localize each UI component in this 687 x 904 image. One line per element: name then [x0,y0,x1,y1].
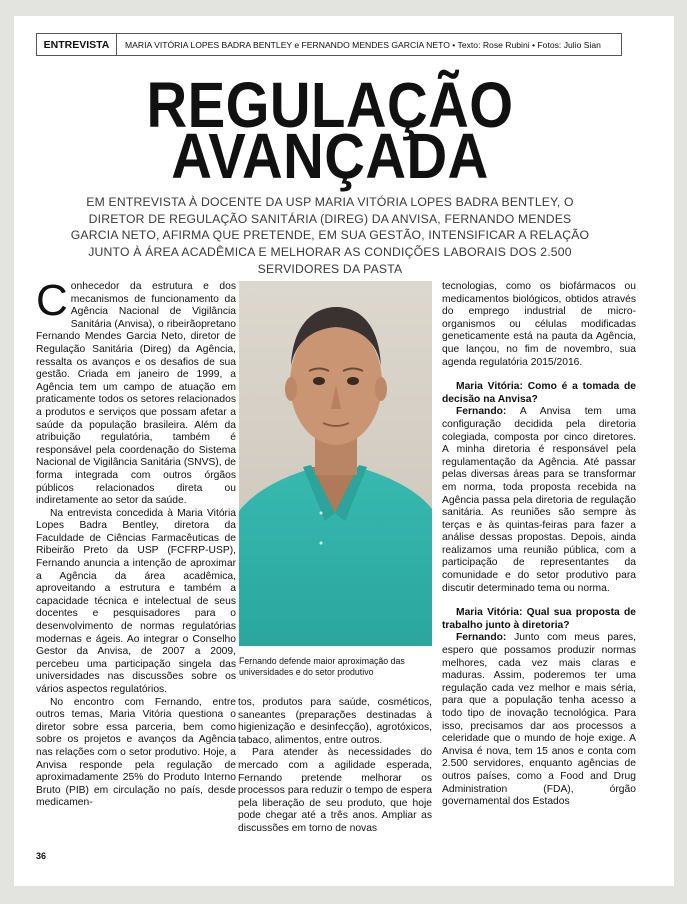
paragraph-2: Na entrevista concedida à Maria Vitória Lopes Badra Bentley, diretora da Faculdade de Ciências Farmacêuticas de Ribeirão Preto da USP (FCFRP-USP), Fernando anuncia a intenção de aproximar a Agência da área acadêmica, aproveitando a estrutura e também a capacidade técnica e intelectual de seus docentes e pesquisadores para o desenvolvimento de normas regulatórias modernas e ágeis. Ao integrar o Conselho Gestor da Anvisa, de 2007 a 2009, percebeu uma participação singela das universidades nas discussões sobre os vários aspectos regulatórios. [36,507,236,695]
column-3 [442,281,636,809]
headline-line-1: REGULAÇÃO [146,69,514,141]
answer-2-text: Junto com meus pares, espero que possamos produzir normas melhores, cada vez mais claras e maduras. Assim, poderemos ter uma regulação cada vez melhor e mais séria, para que a população tenha acesso a todo tipo de inovação tecnológica. Para isso, precisamos dar aos processos a celeridade que o mundo de hoje exige. A Anvisa é nova, tem 15 anos e conta com 2.500 servidores, enquanto agências de outros países, como a Food and Drug Administration (FDA), órgão governamental dos Estados [442,632,636,808]
column-1 [36,276,236,810]
intro-deck: EM ENTREVISTA À DOCENTE DA USP MARIA VITÓRIA LOPES BADRA BENTLEY, O DIRETOR DE REGULAÇÃO SANITÁRIA (DIREG) DA ANVISA, FERNANDO MENDES GARCIA NETO, AFIRMA QUE PRETENDE, EM SUA GESTÃO, INTENSIFICAR A RELAÇÃO JUNTO À ÁREA ACADÊMICA E MELHORAR AS CONDIÇÕES LABORAIS DOS 2.500 SERVIDORES DA PASTA [70,195,590,276]
headline-line-2: AVANÇADA [171,120,489,192]
answer-2 [442,632,636,808]
answer-1-text: A Anvisa tem uma configuração decidida pela diretoria colegiada, composta por cinco diretores. A minha diretoria é responsável pela regulamentação da Agência. Até passar pelas diversas áreas para se transformar em norma, toda proposta recebida na Agência passa pela diretoria de regulação sanitária. As reuniões são sempre às terças e às quintas-feiras para fazer a análise dessas propostas. Depois, ainda realizamos uma reunião pública, com a participação de representantes da comunidade e do setor produtivo para discutir determinado tema ou norma. [442,406,636,594]
page-gutter [0,0,14,904]
column-2 [238,697,432,836]
page-number: 36 [36,851,47,861]
answer-1-speaker: Fernando: [456,406,507,418]
answer-2-speaker: Fernando: [456,632,507,644]
drop-cap: C [36,276,68,325]
paragraph-6: tecnologias, como os biofármacos ou medicamentos biológicos, obtidos através do emprego industrial de micro-organismos ou células modificadas geneticamente está na pauta da Agência, que lançou, no fim de novembro, sua agenda regulatória 2015/2016. [442,281,636,368]
photo-caption: Fernando defende maior aproximação das universidades e do setor produtivo [239,656,405,677]
byline: MARIA VITÓRIA LOPES BADRA BENTLEY e FERNANDO MENDES GARCIA NETO • Texto: Rose Rubini • Fotos: Julio Sian [125,39,601,50]
paragraph-5: Para atender às necessidades do mercado com a agilidade esperada, Fernando pretende melhorar os processos para reduzir o tempo de espera pela liberação de seu produto, que hoje pode chegar até a três anos. Ampliar as discussões em torno de novas [238,747,432,834]
portrait-illustration [239,281,432,646]
paragraph-1-text: onhecedor da estrutura e dos mecanismos de funcionamento da Agência Nacional de Vigilância Sanitária (Anvisa), o ribeirãopretano Fernando Mendes Garcia Neto, diretor de Regulação Sanitária (Direg) da Agência, ressalta os avanços e os desafios de sua gestão. Criada em janeiro de 1999, a Agência tem um campo de atuação em praticamente todos os setores relacionados a produtos e serviços que possam afetar a saúde da população brasileira. Além da atribuição regulatória, também é responsável pela coordenação do Sistema Nacional de Vigilância Sanitária (SNVS), de forma integrada com outros órgãos públicos relacionados direta ou indiretamente ao setor da saúde. [36,281,236,507]
section-tag: ENTREVISTA [37,34,117,55]
paragraph-4: tos, produtos para saúde, cosméticos, saneantes (preparações destinadas à higienização e desinfecção), agrotóxicos, tabaco, alimentos, entre outros. [238,697,432,746]
portrait-photo [239,281,432,646]
paragraph-1 [36,276,236,508]
section-header [36,33,622,56]
answer-1 [442,406,636,595]
question-1: Maria Vitória: Como é a tomada de decisão na Anvisa? [442,381,636,405]
paragraph-3: No encontro com Fernando, entre outros temas, Maria Vitória questiona o diretor sobre essa parceria, bem como sobre os projetos e avanços da Agência nas relações com o setor produtivo. Hoje, a Anvisa responde pela regulação de aproximadamente 25% do Produto Interno Bruto (PIB) em circulação no país, desde medicamen- [36,696,236,809]
question-2: Maria Vitória: Qual sua proposta de trabalho junto à diretoria? [442,607,636,631]
